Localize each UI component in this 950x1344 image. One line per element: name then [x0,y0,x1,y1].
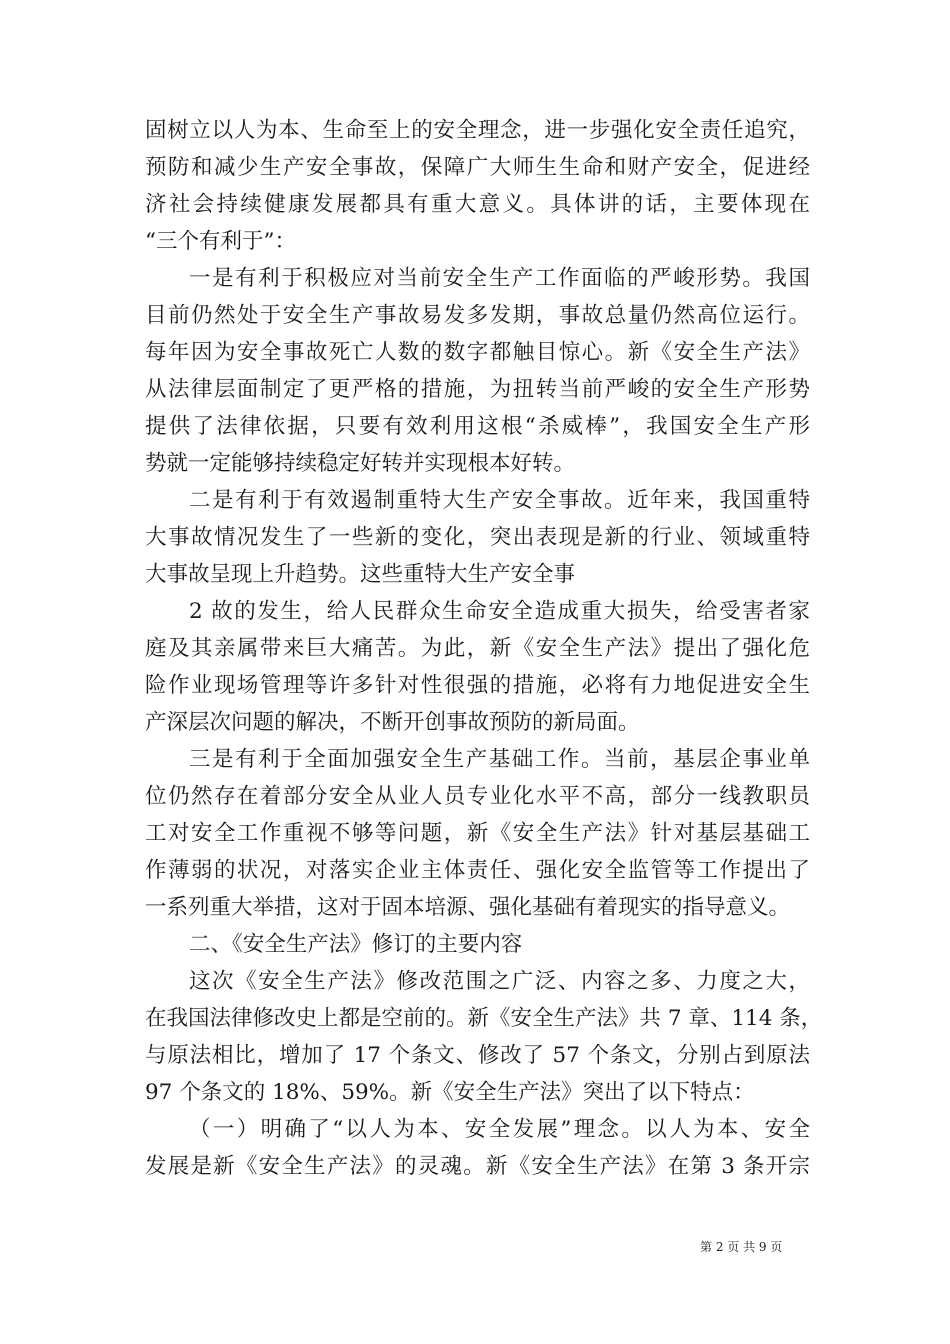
text-line: 在我国法律修改史上都是空前的。新《安全生产法》共 7 章、114 条， [145,1006,823,1031]
text-line: （一）明确了“以人为本、安全发展”理念。以人为本、安全 [189,1117,810,1142]
text-line: 每年因为安全事故死亡人数的数字都触目惊心。新《安全生产法》 [145,340,810,365]
text-line: 工对安全工作重视不够等问题，新《安全生产法》针对基层基础工 [145,821,810,846]
text-line: 二是有利于有效遏制重特大生产安全事故。近年来，我国重特 [189,488,810,513]
text-line: 位仍然存在着部分安全从业人员专业化水平不高，部分一线教职员 [145,784,810,809]
text-line: 预防和减少生产安全事故，保障广大师生生命和财产安全，促进经 [145,155,810,180]
text-line: 一系列重大举措，这对于固本培源、强化基础有着现实的指导意义。 [145,895,791,920]
text-line: 目前仍然处于安全生产事故易发多发期，事故总量仍然高位运行。 [145,303,810,328]
text-line: 大事故情况发生了一些新的变化，突出表现是新的行业、领域重特 [145,525,810,550]
text-line: 险作业现场管理等许多针对性很强的措施，必将有力地促进安全生 [145,673,810,698]
text-line: 产深层次问题的解决，不断开创事故预防的新局面。 [145,710,640,735]
text-line: 与原法相比，增加了 17 个条文、修改了 57 个条文，分别占到原法 [145,1043,810,1068]
text-line: 作薄弱的状况，对落实企业主体责任、强化安全监管等工作提出了 [145,858,810,883]
text-line: “三个有利于”： [145,229,296,254]
text-line: 势就一定能够持续稳定好转并实现根本好转。 [145,451,576,476]
text-line: 固树立以人为本、生命至上的安全理念，进一步强化安全责任追究， [145,118,810,143]
body-text [145,112,823,1185]
text-line: 一是有利于积极应对当前安全生产工作面临的严峻形势。我国 [189,266,810,291]
text-line: 庭及其亲属带来巨大痛苦。为此，新《安全生产法》提出了强化危 [145,636,810,661]
text-line: 提供了法律依据，只要有效利用这根“杀威棒”，我国安全生产形 [145,414,810,439]
text-line: 济社会持续健康发展都具有重大意义。具体讲的话，主要体现在 [145,192,810,217]
text-line: 97 个条文的 18%、59%。新《安全生产法》突出了以下特点： [145,1080,755,1105]
text-line: 大事故呈现上升趋势。这些重特大生产安全事 [145,562,576,587]
text-line: 2 故的发生，给人民群众生命安全造成重大损失，给受害者家 [189,599,810,624]
text-line: 这次《安全生产法》修改范围之广泛、内容之多、力度之大， [189,969,810,994]
text-line: 二、《安全生产法》修订的主要内容 [189,932,523,957]
text-line: 三是有利于全面加强安全生产基础工作。当前，基层企事业单 [189,747,810,772]
text-line: 发展是新《安全生产法》的灵魂。新《安全生产法》在第 3 条开宗 [145,1154,810,1179]
page-number: 第 2 页 共 9 页 [700,1240,783,1254]
text-line: 从法律层面制定了更严格的措施，为扭转当前严峻的安全生产形势 [145,377,810,402]
